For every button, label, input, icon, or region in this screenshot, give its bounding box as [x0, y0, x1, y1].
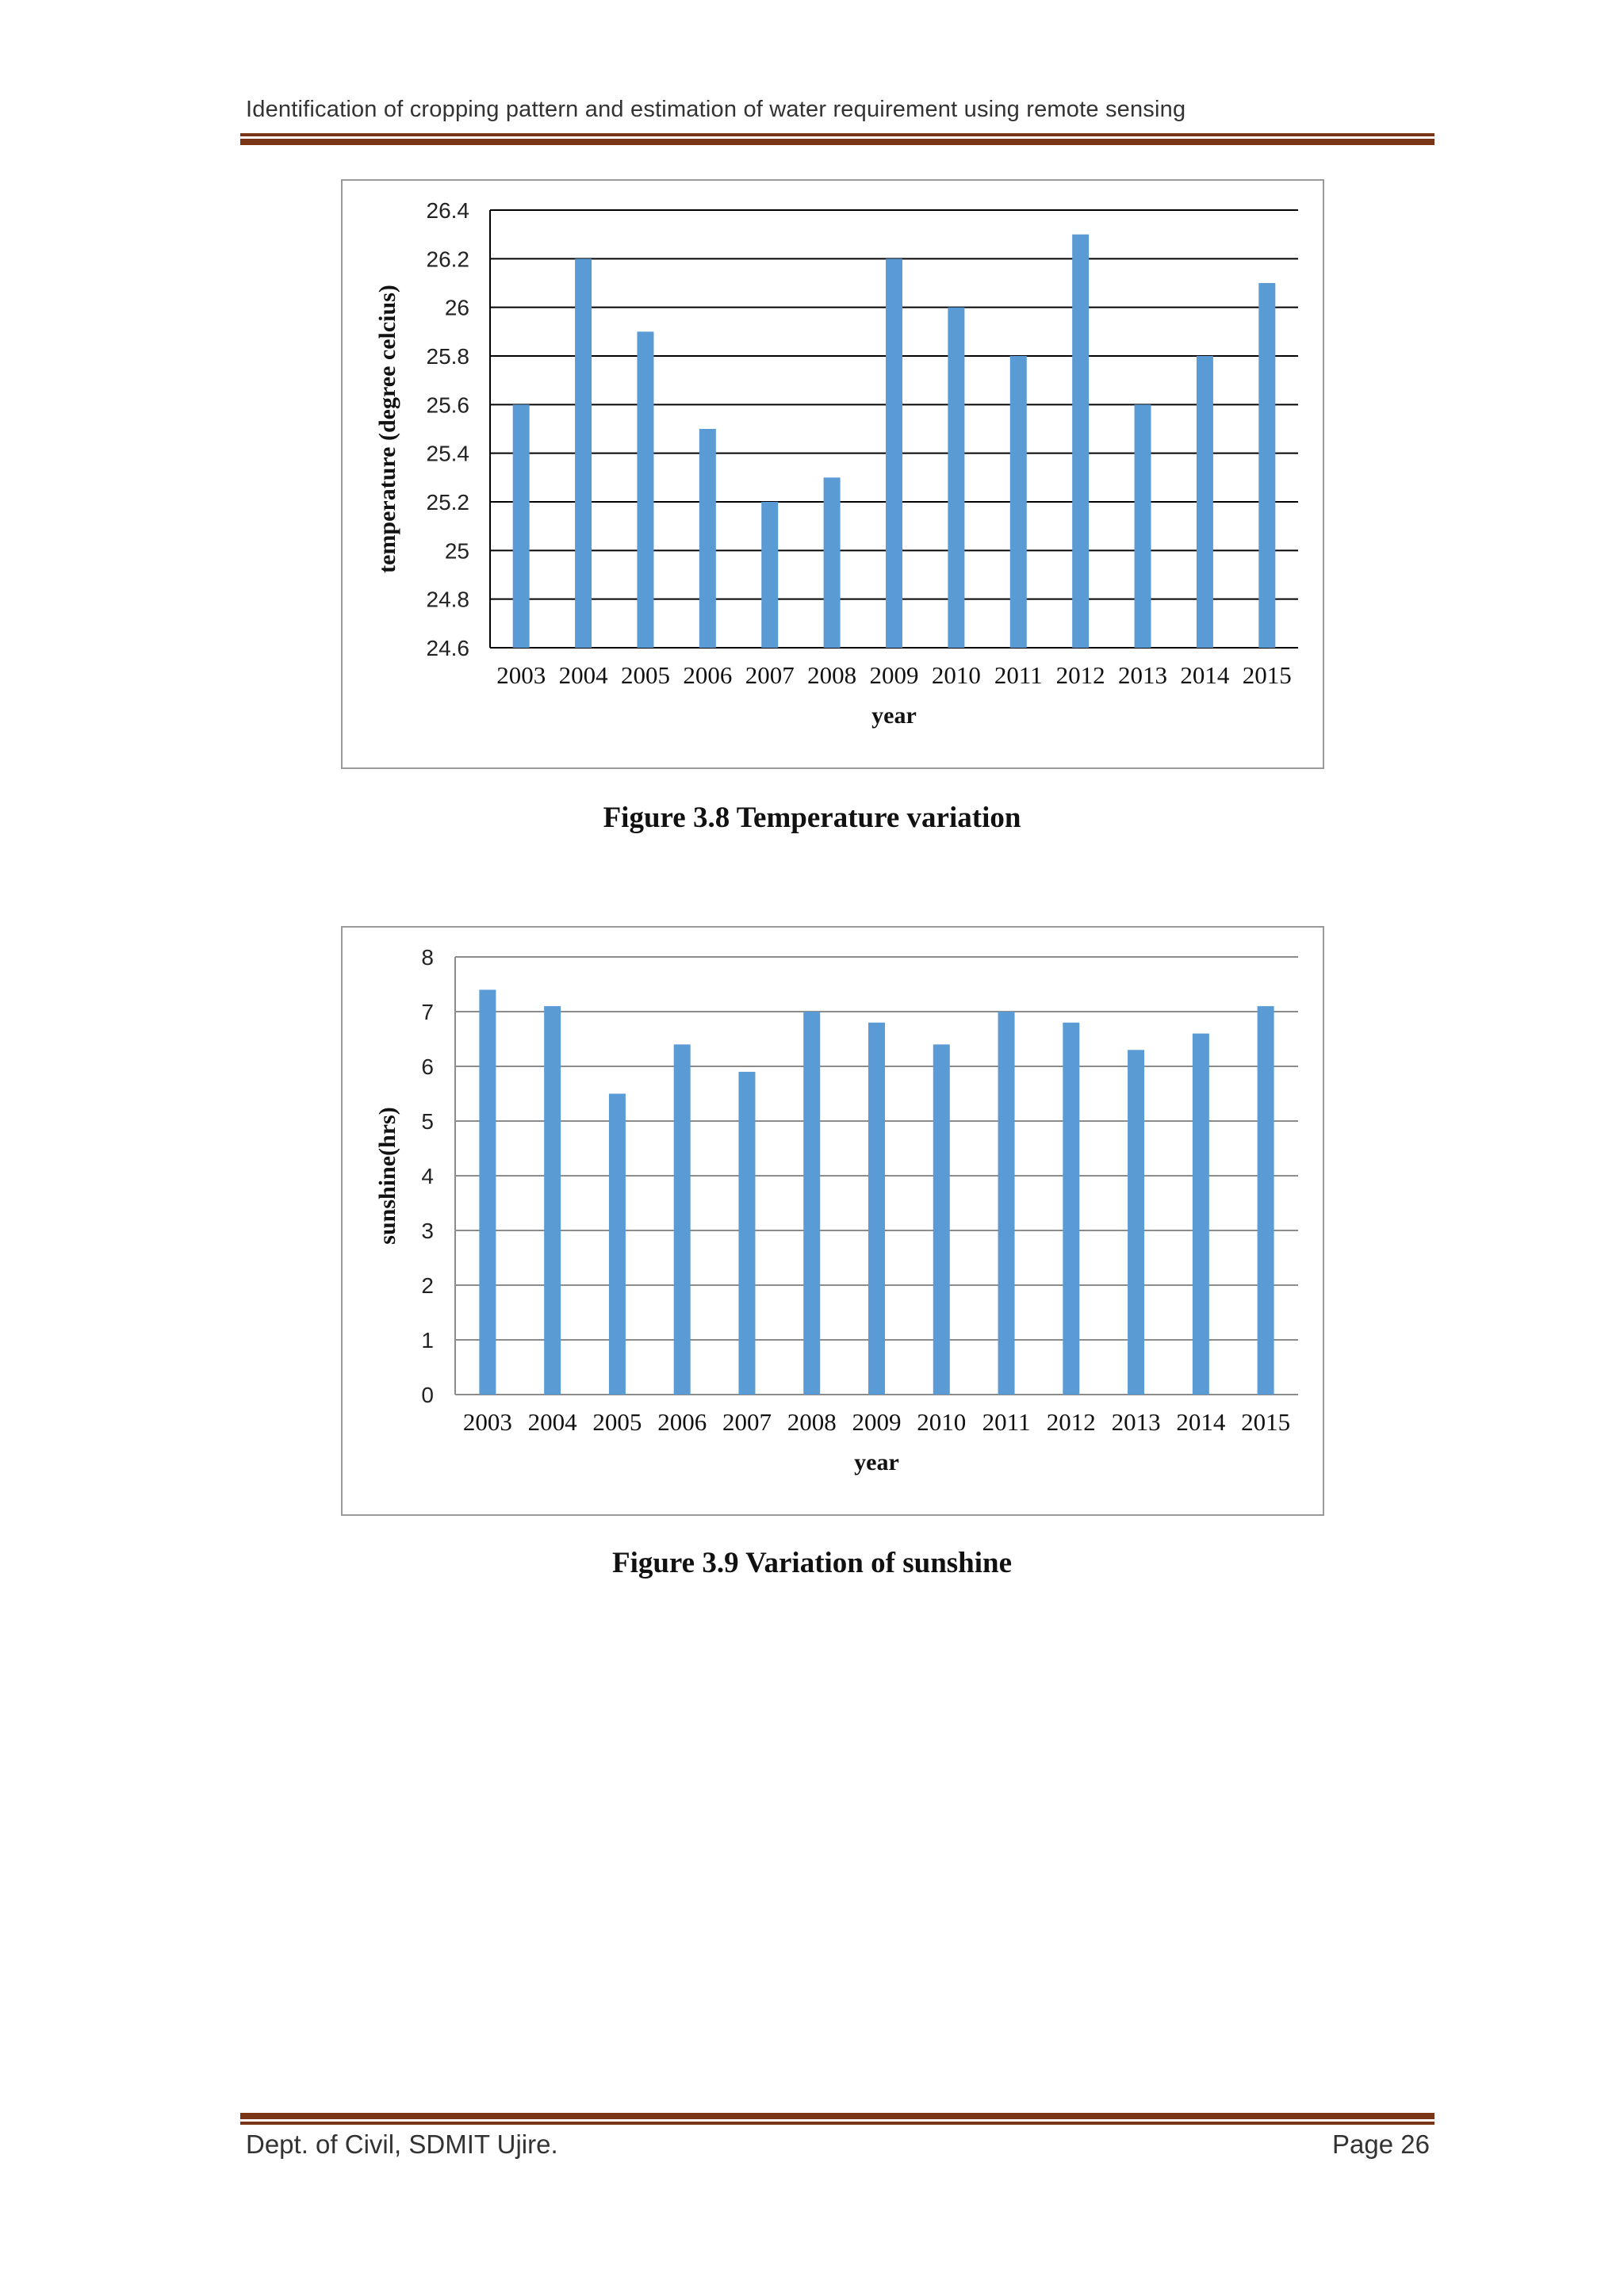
y-tick-label: 26: [444, 295, 469, 320]
bar-2007: [761, 502, 778, 648]
y-tick-label: 6: [421, 1054, 434, 1079]
x-tick-label: 2008: [787, 1408, 837, 1436]
x-axis-label: year: [854, 1449, 899, 1475]
x-tick-label: 2015: [1242, 661, 1292, 689]
footer-rule: [240, 2113, 1434, 2125]
bar-2004: [575, 258, 592, 648]
x-axis-label: year: [871, 702, 917, 729]
bar-2013: [1128, 1050, 1144, 1395]
bar-2013: [1135, 404, 1151, 648]
x-tick-label: 2010: [917, 1408, 967, 1436]
y-tick-label: 3: [421, 1219, 434, 1243]
x-tick-label: 2014: [1176, 1408, 1226, 1436]
bar-2009: [886, 258, 902, 648]
y-tick-label: 25.8: [426, 344, 469, 369]
bar-2014: [1197, 356, 1213, 648]
bar-2014: [1193, 1034, 1209, 1395]
y-tick-label: 1: [421, 1328, 434, 1353]
sunshine-chart: [341, 926, 1324, 1516]
x-tick-label: 2011: [982, 1408, 1031, 1436]
header-rule: [240, 133, 1434, 145]
y-tick-label: 25.2: [426, 490, 469, 515]
y-tick-label: 7: [421, 1000, 434, 1024]
figure-3-8-caption: Figure 3.8 Temperature variation: [603, 802, 1021, 834]
bar-2010: [933, 1044, 950, 1395]
y-tick-label: 24.8: [426, 587, 469, 612]
x-tick-label: 2012: [1055, 661, 1105, 689]
bar-2012: [1072, 235, 1089, 648]
bar-2006: [674, 1044, 691, 1395]
bar-2012: [1063, 1023, 1079, 1395]
bar-2011: [1010, 356, 1027, 648]
x-tick-label: 2009: [869, 661, 919, 689]
x-tick-label: 2015: [1241, 1408, 1291, 1436]
y-tick-label: 0: [421, 1383, 434, 1407]
y-tick-label: 26.4: [426, 198, 469, 223]
x-tick-label: 2003: [496, 661, 546, 689]
bar-2010: [948, 308, 964, 648]
bar-2007: [738, 1072, 755, 1395]
x-tick-label: 2011: [994, 661, 1043, 689]
footer-left: Dept. of Civil, SDMIT Ujire.: [246, 2130, 558, 2159]
y-tick-label: 5: [421, 1109, 434, 1134]
x-tick-label: 2013: [1111, 1408, 1161, 1436]
sunshine-chart-svg: [343, 928, 1326, 1517]
bar-2008: [803, 1012, 820, 1395]
x-tick-label: 2010: [931, 661, 981, 689]
x-tick-label: 2008: [807, 661, 857, 689]
x-tick-label: 2012: [1046, 1408, 1096, 1436]
bar-2005: [609, 1094, 626, 1395]
page-number: Page 26: [1332, 2130, 1430, 2159]
bar-2011: [998, 1012, 1015, 1395]
bar-2006: [699, 429, 716, 648]
bar-2003: [513, 404, 530, 648]
y-tick-label: 4: [421, 1164, 434, 1188]
y-tick-label: 24.6: [426, 636, 469, 660]
bar-2005: [637, 331, 653, 648]
x-tick-label: 2014: [1180, 661, 1230, 689]
bar-2015: [1258, 283, 1275, 648]
y-tick-label: 26.2: [426, 247, 469, 272]
y-tick-label: 2: [421, 1273, 434, 1298]
temperature-chart-svg: [343, 181, 1326, 771]
x-tick-label: 2007: [745, 661, 795, 689]
temperature-chart: [341, 179, 1324, 769]
x-tick-label: 2004: [558, 661, 608, 689]
y-axis-label: temperature (degree celcius): [374, 285, 400, 573]
x-tick-label: 2006: [657, 1408, 707, 1436]
x-tick-label: 2003: [462, 1408, 512, 1436]
y-tick-label: 25: [444, 538, 469, 564]
y-axis-label: sunshine(hrs): [374, 1107, 400, 1245]
x-tick-label: 2005: [620, 661, 670, 689]
x-tick-label: 2004: [527, 1408, 577, 1436]
bar-2003: [479, 989, 496, 1395]
figure-3-9-caption: Figure 3.9 Variation of sunshine: [611, 1547, 1013, 1579]
bar-2008: [824, 477, 841, 648]
y-tick-label: 25.6: [426, 392, 469, 418]
x-tick-label: 2006: [683, 661, 733, 689]
page-header: Identification of cropping pattern and estimation of water requirement using remote sensing: [246, 97, 1186, 122]
y-tick-label: 25.4: [426, 441, 469, 466]
x-tick-label: 2005: [592, 1408, 642, 1436]
bar-2009: [868, 1023, 885, 1395]
y-tick-label: 8: [421, 945, 434, 970]
bar-2004: [544, 1006, 561, 1395]
x-tick-label: 2009: [852, 1408, 902, 1436]
x-tick-label: 2007: [722, 1408, 772, 1436]
bar-2015: [1258, 1006, 1274, 1395]
x-tick-label: 2013: [1118, 661, 1168, 689]
